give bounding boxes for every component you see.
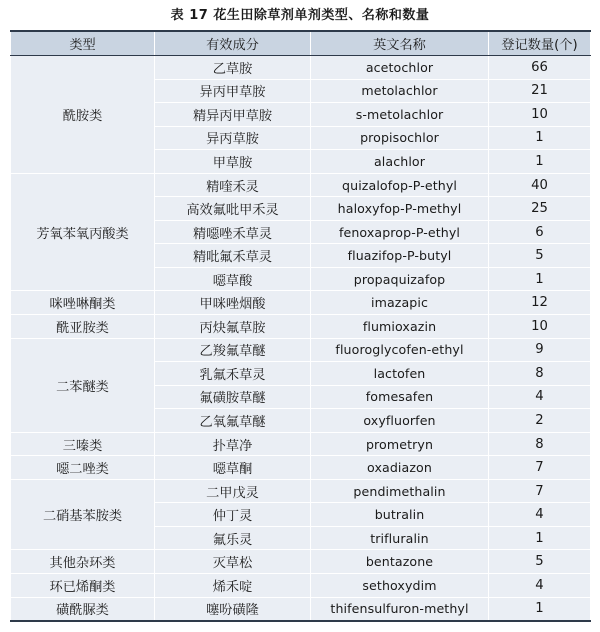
english-name-cell: s-metolachlor <box>311 103 489 127</box>
active-ingredient-cell: 噁草酮 <box>155 456 311 480</box>
english-name-cell: butralin <box>311 503 489 527</box>
registration-count-cell: 7 <box>489 479 591 503</box>
registration-count-cell: 2 <box>489 409 591 433</box>
active-ingredient-cell: 精噁唑禾草灵 <box>155 220 311 244</box>
registration-count-cell: 4 <box>489 574 591 598</box>
active-ingredient-cell: 仲丁灵 <box>155 503 311 527</box>
english-name-cell: sethoxydim <box>311 574 489 598</box>
table-caption: 表 17 花生田除草剂单剂类型、名称和数量 <box>170 8 430 23</box>
registration-count-cell: 12 <box>489 291 591 315</box>
english-name-cell: fluoroglycofen-ethyl <box>311 338 489 362</box>
registration-count-cell: 1 <box>489 150 591 174</box>
registration-count-cell: 5 <box>489 244 591 268</box>
english-name-cell: pendimethalin <box>311 479 489 503</box>
registration-count-cell: 40 <box>489 173 591 197</box>
active-ingredient-cell: 乙羧氟草醚 <box>155 338 311 362</box>
english-name-cell: acetochlor <box>311 56 489 80</box>
header-registration-count: 登记数量(个) <box>489 31 591 56</box>
table-row <box>11 315 591 339</box>
header-type: 类型 <box>11 31 155 56</box>
english-name-cell: quizalofop-P-ethyl <box>311 173 489 197</box>
english-name-cell: prometryn <box>311 432 489 456</box>
active-ingredient-cell: 精异丙甲草胺 <box>155 103 311 127</box>
active-ingredient-cell: 烯禾啶 <box>155 574 311 598</box>
english-name-cell: alachlor <box>311 150 489 174</box>
active-ingredient-cell: 高效氟吡甲禾灵 <box>155 197 311 221</box>
table-row <box>11 479 591 503</box>
active-ingredient-cell: 氟乐灵 <box>155 526 311 550</box>
type-cell: 二苯醚类 <box>11 338 155 432</box>
english-name-cell: imazapic <box>311 291 489 315</box>
registration-count-cell: 9 <box>489 338 591 362</box>
table-body <box>11 56 591 622</box>
table-row <box>11 291 591 315</box>
english-name-cell: propaquizafop <box>311 267 489 291</box>
english-name-cell: thifensulfuron-methyl <box>311 597 489 621</box>
registration-count-cell: 66 <box>489 56 591 80</box>
type-cell: 磺酰脲类 <box>11 597 155 621</box>
registration-count-cell: 5 <box>489 550 591 574</box>
active-ingredient-cell: 氟磺胺草醚 <box>155 385 311 409</box>
active-ingredient-cell: 丙炔氟草胺 <box>155 315 311 339</box>
registration-count-cell: 1 <box>489 126 591 150</box>
table-row <box>11 574 591 598</box>
table-row <box>11 456 591 480</box>
type-cell: 咪唑啉酮类 <box>11 291 155 315</box>
header-active-ingredient: 有效成分 <box>155 31 311 56</box>
english-name-cell: lactofen <box>311 362 489 386</box>
registration-count-cell: 1 <box>489 267 591 291</box>
registration-count-cell: 10 <box>489 103 591 127</box>
english-name-cell: flumioxazin <box>311 315 489 339</box>
active-ingredient-cell: 噻吩磺隆 <box>155 597 311 621</box>
table-row <box>11 432 591 456</box>
english-name-cell: fomesafen <box>311 385 489 409</box>
english-name-cell: fenoxaprop-P-ethyl <box>311 220 489 244</box>
active-ingredient-cell: 乙氧氟草醚 <box>155 409 311 433</box>
registration-count-cell: 1 <box>489 597 591 621</box>
registration-count-cell: 7 <box>489 456 591 480</box>
active-ingredient-cell: 异丙甲草胺 <box>155 79 311 103</box>
active-ingredient-cell: 扑草净 <box>155 432 311 456</box>
type-cell: 三嗪类 <box>11 432 155 456</box>
type-cell: 芳氧苯氧丙酸类 <box>11 173 155 291</box>
english-name-cell: haloxyfop-P-methyl <box>311 197 489 221</box>
active-ingredient-cell: 精吡氟禾草灵 <box>155 244 311 268</box>
header-english-name: 英文名称 <box>311 31 489 56</box>
active-ingredient-cell: 噁草酸 <box>155 267 311 291</box>
active-ingredient-cell: 异丙草胺 <box>155 126 311 150</box>
english-name-cell: bentazone <box>311 550 489 574</box>
type-cell: 二硝基苯胺类 <box>11 479 155 550</box>
table-row <box>11 550 591 574</box>
english-name-cell: fluazifop-P-butyl <box>311 244 489 268</box>
active-ingredient-cell: 精喹禾灵 <box>155 173 311 197</box>
active-ingredient-cell: 甲草胺 <box>155 150 311 174</box>
type-cell: 酰亚胺类 <box>11 315 155 339</box>
english-name-cell: oxadiazon <box>311 456 489 480</box>
registration-count-cell: 8 <box>489 432 591 456</box>
registration-count-cell: 4 <box>489 385 591 409</box>
registration-count-cell: 8 <box>489 362 591 386</box>
active-ingredient-cell: 乳氟禾草灵 <box>155 362 311 386</box>
active-ingredient-cell: 灭草松 <box>155 550 311 574</box>
type-cell: 其他杂环类 <box>11 550 155 574</box>
english-name-cell: metolachlor <box>311 79 489 103</box>
type-cell: 噁二唑类 <box>11 456 155 480</box>
active-ingredient-cell: 二甲戊灵 <box>155 479 311 503</box>
table-row <box>11 56 591 80</box>
registration-count-cell: 1 <box>489 526 591 550</box>
english-name-cell: oxyfluorfen <box>311 409 489 433</box>
herbicide-table <box>10 30 591 622</box>
table-header-row <box>11 31 591 56</box>
english-name-cell: propisochlor <box>311 126 489 150</box>
active-ingredient-cell: 乙草胺 <box>155 56 311 80</box>
type-cell: 环已烯酮类 <box>11 574 155 598</box>
active-ingredient-cell: 甲咪唑烟酸 <box>155 291 311 315</box>
registration-count-cell: 21 <box>489 79 591 103</box>
english-name-cell: trifluralin <box>311 526 489 550</box>
registration-count-cell: 6 <box>489 220 591 244</box>
table-row <box>11 597 591 621</box>
table-row <box>11 338 591 362</box>
type-cell: 酰胺类 <box>11 56 155 174</box>
registration-count-cell: 4 <box>489 503 591 527</box>
registration-count-cell: 10 <box>489 315 591 339</box>
registration-count-cell: 25 <box>489 197 591 221</box>
table-row <box>11 173 591 197</box>
